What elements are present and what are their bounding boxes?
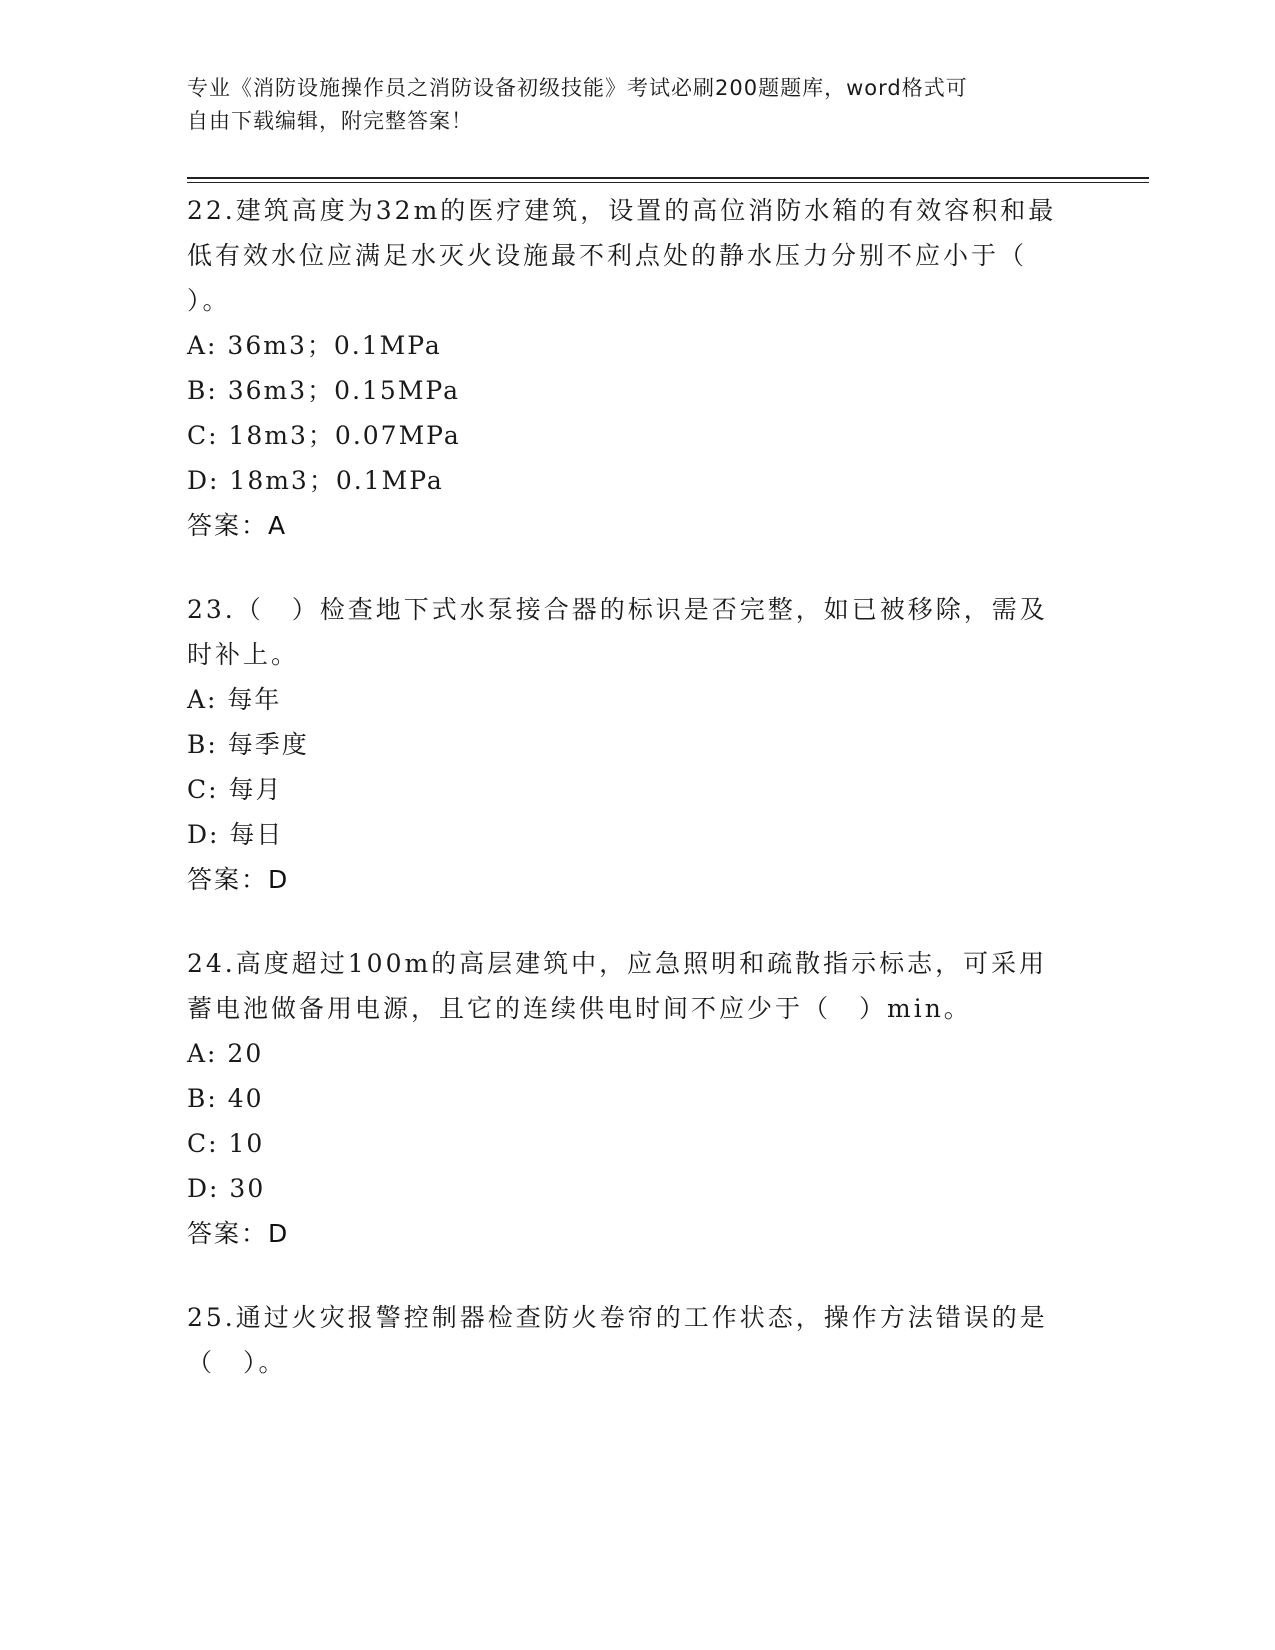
answer-label: 答案：D xyxy=(187,1219,290,1248)
option-b: B: 40 xyxy=(187,1084,264,1113)
question-stem-line: 23.（ ）检查地下式水泵接合器的标识是否完整，如已被移除，需及 xyxy=(187,595,1048,624)
question-stem-line: 低有效水位应满足水灭火设施最不利点处的静水压力分别不应小于（ xyxy=(187,241,1028,270)
header-divider-thin xyxy=(187,182,1149,183)
question-22 xyxy=(187,188,1067,548)
question-stem-line: （ ）。 xyxy=(187,1348,287,1377)
header-line-2: 自由下载编辑，附完整答案！ xyxy=(187,109,473,133)
option-a: A: 每年 xyxy=(187,685,282,714)
option-c: C: 18m3；0.07MPa xyxy=(187,421,461,450)
option-a: A: 20 xyxy=(187,1039,264,1068)
option-c: C: 10 xyxy=(187,1129,265,1158)
header-line-1: 专业《消防设施操作员之消防设备初级技能》考试必刷200题题库，word格式可 xyxy=(187,76,968,100)
question-stem-line: 25.通过火灾报警控制器检查防火卷帘的工作状态，操作方法错误的是 xyxy=(187,1303,1048,1332)
question-stem-line: 24.高度超过100m的高层建筑中，应急照明和疏散指示标志，可采用 xyxy=(187,949,1048,978)
question-list xyxy=(187,188,1067,1424)
option-d: D: 每日 xyxy=(187,820,284,849)
option-a: A: 36m3；0.1MPa xyxy=(187,331,442,360)
answer-label: 答案：D xyxy=(187,865,290,894)
question-stem-line: 蓄电池做备用电源，且它的连续供电时间不应少于（ ）min。 xyxy=(187,994,972,1023)
answer-label: 答案：A xyxy=(187,511,288,540)
question-stem-line: 22.建筑高度为32m的医疗建筑，设置的高位消防水箱的有效容积和最 xyxy=(187,196,1057,225)
question-25 xyxy=(187,1295,1067,1385)
option-b: B: 36m3；0.15MPa xyxy=(187,376,461,405)
document-header xyxy=(187,72,1067,138)
option-c: C: 每月 xyxy=(187,775,283,804)
question-stem xyxy=(187,188,1067,323)
header-divider-thick xyxy=(187,177,1149,179)
question-stem xyxy=(187,587,1067,677)
question-stem-line: 时补上。 xyxy=(187,640,300,669)
option-d: D: 30 xyxy=(187,1174,266,1203)
question-24 xyxy=(187,941,1067,1256)
question-stem xyxy=(187,1295,1067,1385)
question-23 xyxy=(187,587,1067,902)
question-stem-line: ）。 xyxy=(187,286,231,315)
option-d: D: 18m3；0.1MPa xyxy=(187,466,444,495)
option-b: B: 每季度 xyxy=(187,730,309,759)
question-stem xyxy=(187,941,1067,1031)
